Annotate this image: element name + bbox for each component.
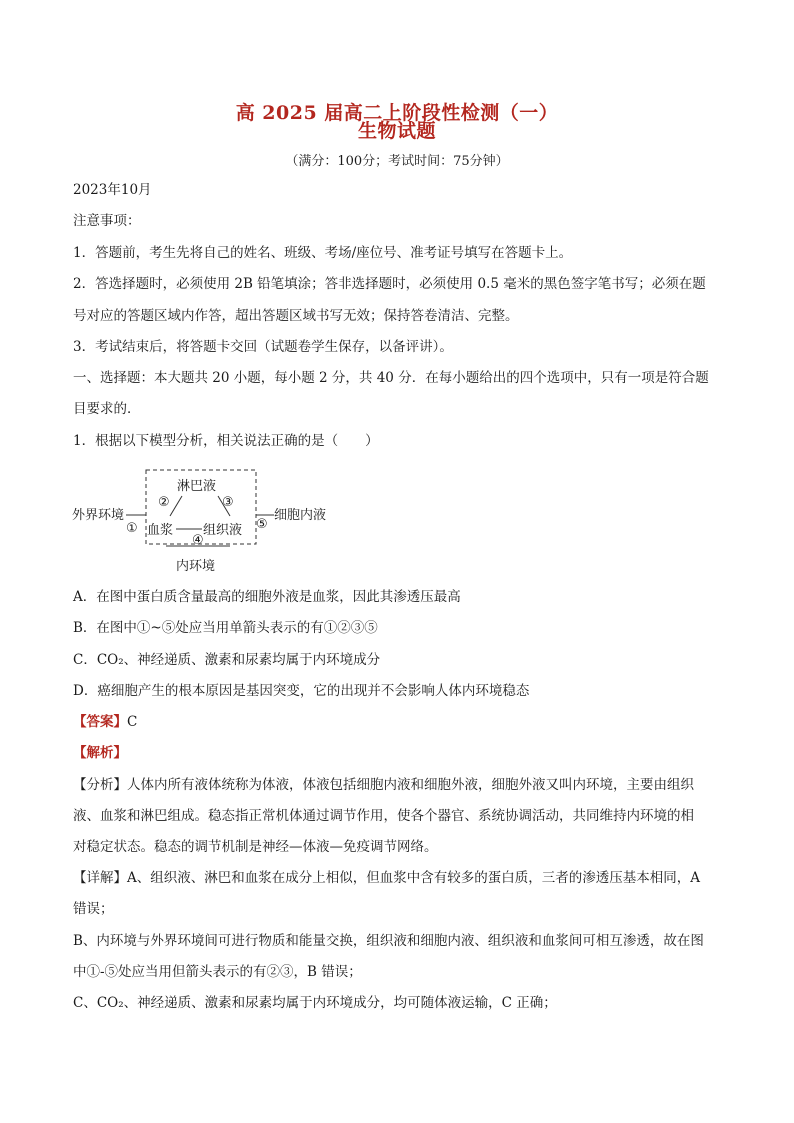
fenxi-label: 【分析】 [73,777,127,793]
label-intracellular: 细胞内液 [274,508,327,523]
exam-meta: （满分：100分；考试时间：75分钟） [285,154,509,169]
notice-item: 号对应的答题区域内作答，超出答题区域书写无效；保持答卷清洁、完整。 [73,308,519,324]
notice-heading: 注意事项： [73,213,141,229]
section-heading: 一、选择题：本大题共 20 小题，每小题 2 分，共 40 分．在每小题给出的四个选项中，只有一项是符合题 [73,370,709,386]
marker-5: ⑤ [256,517,268,532]
fenxi-text: 对稳定状态。稳态的调节机制是神经—体液—免疫调节网络。 [73,839,438,855]
detail-text: A、组织液、淋巴和血浆在成分上相似，但血浆中含有较多的蛋白质，三者的渗透压基本相同，A [127,870,700,886]
analysis-label: 【解析】 [73,745,127,761]
notice-item: 3．考试结束后，将答题卡交回（试题卷学生保存，以备评讲）。 [73,339,453,355]
detail-paragraph [73,868,723,888]
label-internal-env: 内环境 [176,559,216,574]
label-plasma: 血浆 [147,523,174,538]
fenxi-text: 人体内所有液体统称为体液，体液包括细胞内液和细胞外液，细胞外液又叫内环境，主要由组织 [127,777,694,793]
detail-text: 错误； [73,901,114,917]
marker-4: ④ [192,533,204,548]
internal-environment-diagram [70,466,340,578]
marker-2: ② [158,495,170,510]
link-2 [170,496,182,516]
marker-3: ③ [222,495,234,510]
subject-title: 生物试题 [357,120,436,142]
detail-text: 中①-⑤处应当用但箭头表示的有②③，B 错误； [73,964,362,980]
answer-value: C [127,714,138,730]
fenxi-text: 液、血浆和淋巴组成。稳态指正常机体通过调节作用，使各个器官、系统协调活动，共同维持内环境的相 [73,808,694,824]
label-outer-env: 外界环境 [72,508,125,523]
label-tissue-fluid: 组织液 [203,523,243,538]
option-b: B．在图中①~⑤处应当用单箭头表示的有①②③⑤ [73,620,378,636]
detail-text: B、内环境与外界环境间可进行物质和能量交换，组织液和细胞内液、组织液和血浆间可相互渗透，故在图 [73,933,704,949]
exam-date: 2023年10月 [73,182,152,198]
option-d: D．癌细胞产生的根本原因是基因突变，它的出现并不会影响人体内环境稳态 [73,683,530,699]
option-c: C．CO₂、神经递质、激素和尿素均属于内环境成分 [73,652,381,668]
exam-title: 高 2025 届高二上阶段性检测（一） [235,102,559,124]
question-stem: 1．根据以下模型分析，相关说法正确的是（ ） [73,433,379,449]
detail-text: C、CO₂、神经递质、激素和尿素均属于内环境成分，均可随体液运输，C 正确； [73,995,557,1011]
notice-item: 1．答题前，考生先将自己的姓名、班级、考场/座位号、准考证号填写在答题卡上。 [73,245,573,261]
section-heading-cont: 目要求的． [73,401,141,417]
analysis-paragraph [73,775,723,795]
answer-label: 【答案】 [73,714,127,730]
option-a: A．在图中蛋白质含量最高的细胞外液是血浆，因此其渗透压最高 [73,589,461,605]
xiangjie-label: 【详解】 [73,870,127,886]
analysis-heading [73,743,723,763]
answer-line [73,712,723,732]
marker-1: ① [126,521,138,536]
notice-item: 2．答选择题时，必须使用 2B 铅笔填涂；答非选择题时，必须使用 0.5 毫米的黑色签字笔书写；必须在题 [73,276,706,292]
label-lymph: 淋巴液 [177,479,217,494]
